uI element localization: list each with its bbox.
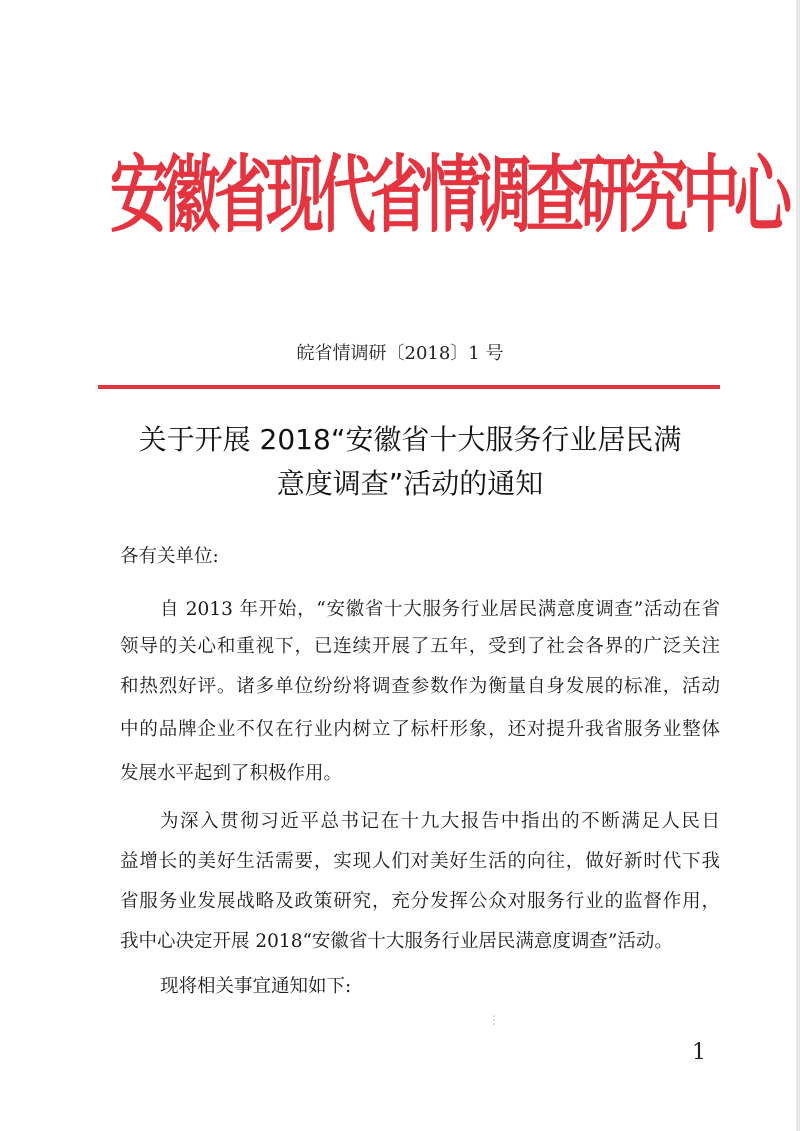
document-heading — [90, 418, 730, 506]
paragraph-line: 发展水平起到了积极作用。 — [120, 763, 343, 784]
heading-line-2: 意度调查”活动的通知 — [276, 467, 544, 500]
paragraph-line: 省服务业发展战略及政策研究，充分发挥公众对服务行业的监督作用， — [120, 891, 720, 912]
paragraph-line: 和热烈好评。诸多单位纷纷将调查参数作为衡量自身发展的标准，活动 — [120, 676, 720, 697]
paragraph-line: 领导的关心和重视下，已连续开展了五年，受到了社会各界的广泛关注 — [120, 636, 720, 657]
page-number: 1 — [692, 1040, 706, 1065]
paragraph-line: 中的品牌企业不仅在行业内树立了标杆形象，还对提升我省服务业整体 — [120, 719, 720, 740]
paragraph-line: 自 2013 年开始，“安徽省十大服务行业居民满意度调查”活动在省 — [160, 599, 720, 620]
red-divider-rule — [98, 385, 720, 389]
heading-line-1: 关于开展 2018“安徽省十大服务行业居民满 — [138, 423, 682, 456]
page-edge — [796, 0, 800, 1131]
document-number: 皖省情调研〔2018〕1 号 — [296, 343, 504, 364]
paragraph-line: 益增长的美好生活需要，实现人们对美好生活的向往，做好新时代下我 — [120, 851, 720, 872]
paragraph-line: 现将相关事宜通知如下: — [160, 976, 352, 997]
scan-speck: ⋮ — [488, 1013, 500, 1027]
organization-header: 安徽省现代省情调查研究中心 — [110, 145, 787, 245]
paragraph-line: 我中心决定开展 2018“安徽省十大服务行业居民满意度调查”活动。 — [120, 931, 673, 952]
paragraph-line: 为深入贯彻习近平总书记在十九大报告中指出的不断满足人民日 — [160, 811, 720, 832]
salutation: 各有关单位: — [120, 546, 219, 567]
